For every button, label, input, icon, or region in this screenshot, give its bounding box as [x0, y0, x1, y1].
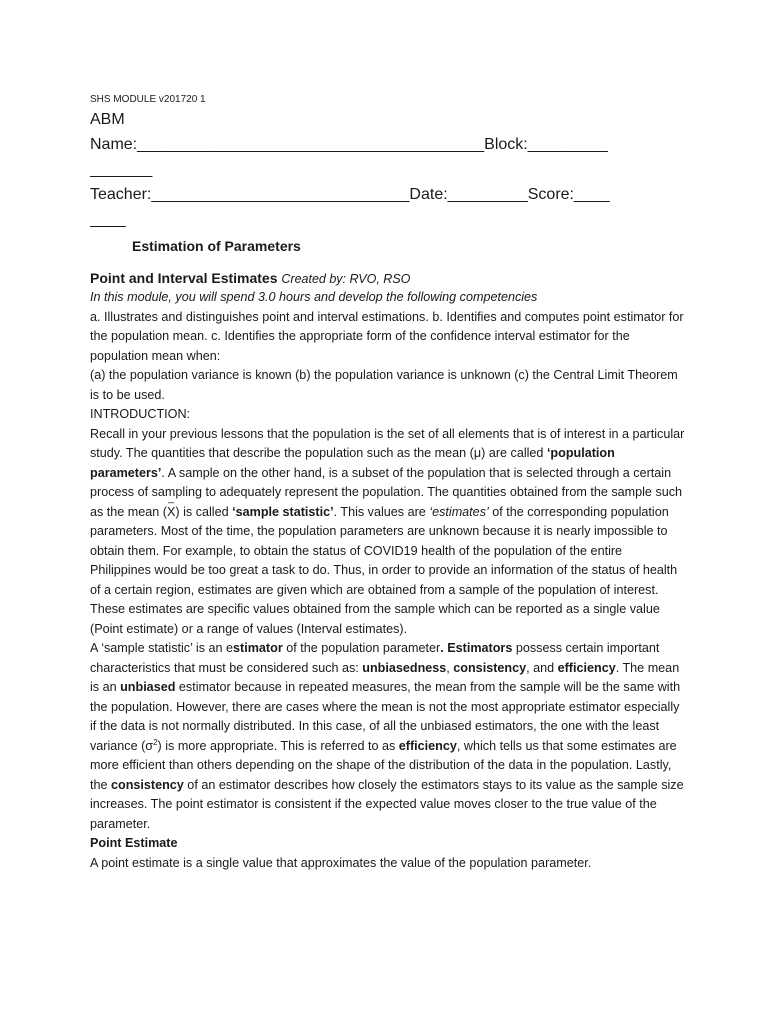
text-run: estimator because in repeated measures, the mean from the sample will be the same with the population. However, there are cases where the mean is not the most appropriate estimator especially if the data is not normally distributed. In this case, of all the unbiased estimators, the one with the least variance (σ [90, 680, 681, 753]
text-run: Recall in your previous lessons that the population is the set of all elements that is of interest in a particular study. The quantities that describe the population such as the mean (μ) are called [90, 426, 685, 460]
introduction-label: INTRODUCTION: [90, 407, 191, 421]
text-run: of an estimator describes how closely the estimators stays to its value as the sample size increases. The point estimator is consistent if the expected value moves closer to the true value of the parameter. [90, 777, 684, 831]
term-estimates: ‘estimates’ [429, 504, 489, 519]
text-run: . This values are [333, 504, 430, 519]
estimator-paragraph [90, 639, 686, 834]
text-run: of the population parameter [282, 641, 441, 655]
text-run: of the corresponding population parameters. Most of the time, the population parameters are unknown because it is nearly impossible to obtain them. For example, to obtain the status of COVID19 health of the population of the entire Philippines would be too great a task to do. Thus, in order to provide an information of the status of health of a certain region, estimates are given which are obtained from a sample of the population of interest. These estimates are specific values obtained from the sample which can be reported as a single value (Point estimate) or a range of values (Interval estimates). [90, 504, 678, 636]
section-heading [90, 269, 686, 288]
author-credit: Created by: RVO, RSO [281, 272, 411, 286]
text-run: A ‘sample statistic’ is an e [90, 641, 234, 655]
term-sample-statistic: ‘sample statistic’ [232, 504, 334, 519]
text-run: , [446, 660, 454, 675]
text-run: , which tells us that some estimates are more efficient than others depending on the shape of the distribution of the data in the population. Lastly, the [90, 738, 677, 792]
term-consistency: consistency [453, 660, 527, 675]
point-estimate-heading: Point Estimate [90, 836, 178, 850]
text-run: . The mean is an [90, 660, 680, 694]
term-efficiency: efficiency [557, 660, 616, 675]
term-estimator: stimator [233, 641, 283, 655]
teacher-line-wrap: ____ [90, 211, 126, 228]
page-title: Estimation of Parameters [132, 238, 301, 254]
introduction-paragraph [90, 425, 686, 640]
term-unbiased: unbiased [120, 680, 176, 694]
text-run: possess certain important characteristics that must be considered such as: [90, 641, 660, 675]
term-estimators: . Estimators [440, 641, 513, 655]
term-efficiency-2: efficiency [398, 738, 457, 753]
text-run: ) is more appropriate. This is referred to as [157, 738, 399, 753]
name-block-line-wrap: _______ [90, 161, 153, 178]
competency-intro: In this module, you will spend 3.0 hours and develop the following competencies [90, 290, 538, 304]
strand-label: ABM [90, 111, 125, 128]
competency-conditions: (a) the population variance is known (b) the population variance is unknown (c) the Central Limit Theorem is to be used. [90, 368, 678, 402]
term-unbiasedness: unbiasedness [362, 660, 447, 675]
text-run: ) is called [175, 504, 233, 519]
text-run: , and [526, 660, 558, 675]
teacher-date-score-line: Teacher:_____________________________Date:_________Score:____ [90, 186, 610, 203]
term-consistency-2: consistency [111, 777, 184, 792]
superscript-two: 2 [153, 737, 158, 747]
term-population-parameters: ‘population parameters’ [90, 446, 615, 480]
section-heading-text: Point and Interval Estimates [90, 270, 278, 286]
text-run: . A sample on the other hand, is a subset of the population that is selected through a certain process of sampling to adequately represent the population. The quantities obtained from the sample such as the mean ( [90, 465, 683, 519]
competency-list: a. Illustrates and distinguishes point and interval estimations. b. Identifies and computes point estimator for the population mean. c. Identifies the appropriate form of the confidence interval estimator for the population mean when: [90, 309, 684, 363]
x-bar-symbol: _ X [167, 503, 175, 523]
module-code: SHS MODULE v201720 1 [90, 94, 206, 105]
point-estimate-definition: A point estimate is a single value that approximates the value of the population parameter. [90, 855, 592, 870]
name-block-line: Name:_______________________________________Block:_________ [90, 136, 608, 153]
